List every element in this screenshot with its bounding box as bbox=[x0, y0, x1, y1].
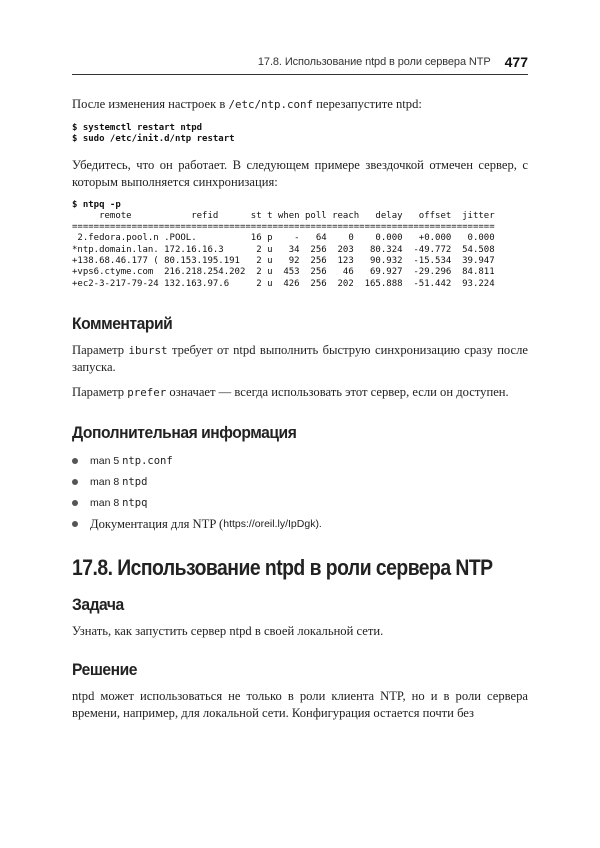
page-number: 477 bbox=[504, 54, 528, 70]
section-title: 17.8. Использование ntpd в роли сервера NTP bbox=[72, 554, 493, 580]
list-item bbox=[72, 514, 528, 535]
ntpq-row: +vps6.ctyme.com 216.218.254.202 2 u 453 256 46 69.927 -29.296 84.811 bbox=[72, 267, 495, 278]
code-line: $ sudo /etc/init.d/ntp restart bbox=[72, 134, 235, 145]
doc-text: Документация для NTP ( bbox=[90, 516, 224, 531]
bullet-icon bbox=[72, 458, 78, 464]
ntpq-separator: ============================================================================== bbox=[72, 222, 495, 233]
bullet-icon bbox=[72, 479, 78, 485]
header-rule bbox=[72, 74, 528, 75]
ntpq-command: $ ntpq -p bbox=[72, 199, 121, 210]
ntpq-row: *ntp.domain.lan. 172.16.16.3 2 u 34 256 203 80.324 -49.772 54.508 bbox=[72, 244, 495, 255]
man-prefix: man 8 bbox=[90, 497, 123, 510]
ntpq-row: 2.fedora.pool.n .POOL. 16 p - 64 0 0.000 +0.000 0.000 bbox=[72, 233, 495, 244]
man-prefix: man 8 bbox=[90, 476, 123, 489]
running-title: 17.8. Использование ntpd в роли сервера NTP bbox=[257, 56, 491, 68]
ntpq-header: remote refid st t when poll reach delay offset jitter bbox=[72, 210, 495, 221]
solution-heading: Решение bbox=[72, 659, 138, 679]
code-line: $ systemctl restart ntpd bbox=[72, 123, 203, 133]
solution-paragraph: ntpd может использоваться не только в роли клиента NTP, но и в роли сервера времени, например, для локальной сети. Конфигурация остается почти без bbox=[72, 688, 528, 720]
task-paragraph: Узнать, как запустить сервер ntpd в своей локальной сети. bbox=[72, 623, 384, 638]
doc-end: ). bbox=[315, 518, 322, 531]
list-item bbox=[72, 451, 528, 472]
man-page: ntpq bbox=[122, 497, 148, 510]
iburst-code: iburst bbox=[128, 343, 168, 357]
comment-heading: Комментарий bbox=[72, 313, 173, 333]
more-info-list bbox=[72, 451, 528, 535]
prefer-code: prefer bbox=[127, 385, 167, 399]
more-info-heading: Дополнительная информация bbox=[72, 422, 297, 442]
list-item bbox=[72, 493, 528, 514]
prefer-text-after: означает — всегда использовать этот сервер, если он доступен. bbox=[166, 384, 509, 399]
man-page: ntp.conf bbox=[122, 455, 173, 468]
running-header bbox=[72, 52, 528, 72]
man-page: ntpd bbox=[122, 476, 148, 489]
prefer-paragraph bbox=[72, 384, 528, 401]
man-prefix: man 5 bbox=[90, 455, 123, 468]
intro-text-before: После изменения настроек в bbox=[72, 97, 229, 111]
list-item bbox=[72, 472, 528, 493]
doc-link[interactable]: https://oreil.ly/IpDgk bbox=[223, 518, 316, 531]
page-content bbox=[72, 96, 528, 722]
intro-text-after: перезапустите ntpd: bbox=[312, 97, 422, 111]
task-heading: Задача bbox=[72, 594, 124, 614]
intro-paragraph bbox=[72, 96, 528, 113]
intro-path: /etc/ntp.conf bbox=[228, 98, 313, 111]
prefer-text-before: Параметр bbox=[72, 384, 128, 399]
ntpq-output-block bbox=[72, 200, 528, 290]
bullet-icon bbox=[72, 500, 78, 506]
bullet-icon bbox=[72, 521, 78, 527]
iburst-paragraph bbox=[72, 342, 528, 376]
iburst-text-before: Параметр bbox=[72, 342, 129, 357]
ntpq-row: +138.68.46.177 ( 80.153.195.191 2 u 92 256 123 90.932 -15.534 39.947 bbox=[72, 256, 495, 267]
verify-paragraph: Убедитесь, что он работает. В следующем примере звездочкой отмечен сервер, с которым выполняется синхронизация: bbox=[72, 157, 528, 189]
restart-code-block bbox=[72, 123, 528, 146]
iburst-text-after: требует от ntpd выполнить быструю синхронизацию сразу после запуска. bbox=[72, 342, 529, 374]
ntpq-row: +ec2-3-217-79-24 132.163.97.6 2 u 426 256 202 165.888 -51.442 93.224 bbox=[72, 278, 495, 289]
